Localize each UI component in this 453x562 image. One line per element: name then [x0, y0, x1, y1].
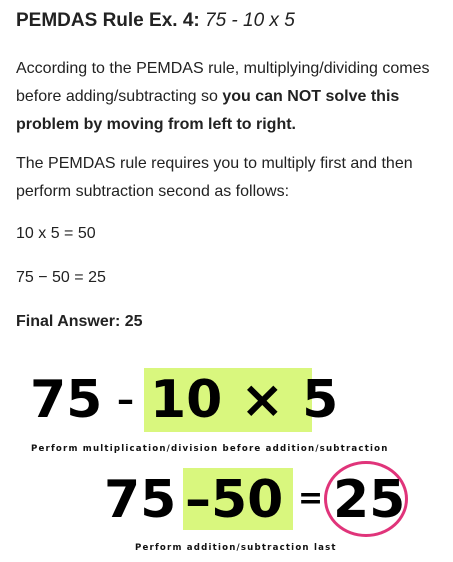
- graphic-row1-first-number: 75: [30, 370, 103, 430]
- caption-subtraction-last: Perform addition/subtraction last: [135, 543, 337, 553]
- rule-paragraph: The PEMDAS rule requires you to multiply first and then perform subtraction second as follows:: [16, 155, 413, 200]
- graphic-row2-equals-sign: =: [298, 481, 324, 516]
- graphic-answer: 25: [333, 470, 406, 530]
- heading-expression: 75 - 10 x 5: [205, 10, 295, 31]
- graphic-row1-multiplication: 10 × 5: [150, 370, 339, 430]
- final-answer: Final Answer: 25: [16, 313, 143, 330]
- example-heading: [16, 10, 295, 32]
- explanation-text: According to the PEMDAS rule, multiplying/dividing comes before adding/subtracting so: [16, 60, 430, 105]
- step-subtraction: 75 − 50 = 25: [16, 269, 106, 286]
- heading-label: PEMDAS Rule Ex. 4:: [16, 10, 200, 31]
- explanation-bold-text: you can NOT solve this problem by moving from left to right.: [16, 88, 400, 133]
- graphic-row1-minus-sign: –: [117, 380, 134, 420]
- step-multiplication: 10 x 5 = 50: [16, 225, 96, 242]
- graphic-row2-first-number: 75: [104, 470, 177, 530]
- explanation-paragraph: [16, 55, 444, 139]
- graphic-row2-subtraction: –50: [185, 470, 284, 530]
- caption-multiplication-first: Perform multiplication/division before addition/subtraction: [31, 444, 389, 454]
